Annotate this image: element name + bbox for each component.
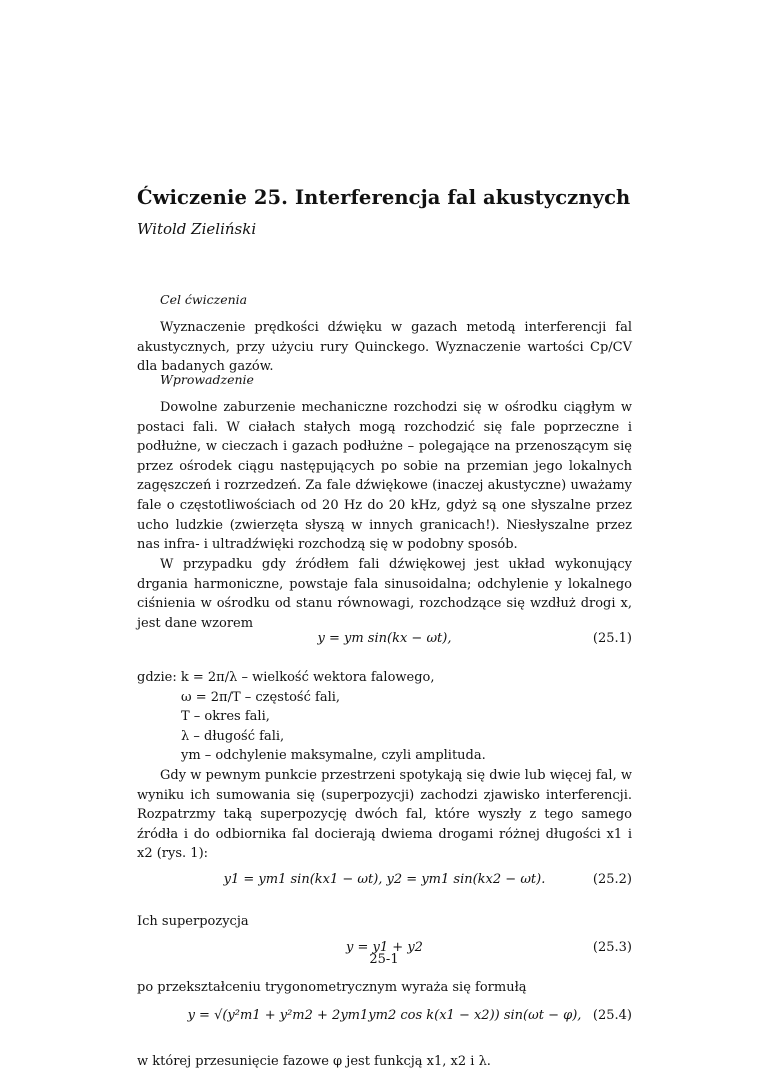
equation-formula: y1 = ym1 sin(kx1 − ωt), y2 = ym1 sin(kx2 − ωt).: [223, 872, 546, 887]
definitions-list: [137, 668, 632, 766]
definition-item: ω = 2π/T – częstość fali,: [181, 689, 341, 705]
paragraph-goal: Wyznaczenie prędkości dźwięku w gazach metodą interferencji fal akustycznych, przy użyciu rury Quinckego. Wyznaczenie wartości Cp/CV dla badanych gazów.: [137, 320, 632, 375]
equation-25-1: [137, 631, 632, 651]
superposition-intro: Ich superpozycja: [137, 914, 249, 929]
phase-note: w której przesunięcie fazowe φ jest funkcją x1, x2 i λ.: [137, 1054, 491, 1069]
equation-number: (25.4): [592, 1008, 632, 1023]
equation-number: (25.3): [592, 940, 632, 955]
paragraph-intro-3: Gdy w pewnym punkcie przestrzeni spotykają się dwie lub więcej fal, w wyniku ich sumowania się (superpozycji) zachodzi zjawisko interferencji. Rozpatrzmy taką superpozycję dwóch fal, które wyszły z tego samego źródła i do odbiornika fal docierają dwiema drogami różnej długości x1 i x2 (rys. 1):: [137, 768, 632, 862]
equation-formula: y = y1 + y2: [346, 940, 423, 955]
equation-formula: y = ym sin(kx − ωt),: [317, 631, 452, 646]
equation-number: (25.2): [592, 872, 632, 887]
definition-item: ym – odchylenie maksymalne, czyli amplituda.: [181, 748, 486, 764]
page-title: Ćwiczenie 25. Interferencja fal akustycznych: [137, 186, 631, 209]
equation-25-2: [137, 872, 632, 892]
author-name: Witold Zieliński: [137, 220, 257, 238]
equation-number: (25.1): [592, 631, 632, 646]
equation-formula: y = √(y²m1 + y²m2 + 2ym1ym2 cos k(x1 − x2)) sin(ωt − φ),: [187, 1008, 582, 1023]
page-number: 25-1: [369, 952, 399, 967]
paragraph-intro-2: W przypadku gdy źródłem fali dźwiękowej jest układ wykonujący drgania harmoniczne, powstaje fala sinusoidalna; odchylenie y lokalnego ciśnienia w ośrodku od stanu równowagi, rozchodzące się wzdłuż drogi x, jest dane wzorem: [137, 557, 632, 631]
transform-intro: po przekształceniu trygonometrycznym wyraża się formułą: [137, 980, 527, 995]
definition-item: λ – długość fali,: [181, 728, 285, 744]
section-heading-goal: Cel ćwiczenia: [160, 292, 248, 307]
section-heading-intro: Wprowadzenie: [160, 372, 254, 387]
equation-25-3: [137, 940, 632, 960]
paragraph-intro-1: Dowolne zaburzenie mechaniczne rozchodzi się w ośrodku ciągłym w postaci fali. W ciałach stałych mogą rozchodzić się fale poprzeczne i podłużne, w cieczach i gazach podłużne – polegające na przenoszącym się przez ośrodek ciągu następujących po sobie na przemian jego lokalnych zagęszczeń i rozrzedzeń. Za fale dźwiękowe (inaczej akustyczne) uważamy fale o częstotliwościach od 20 Hz do 20 kHz, gdyż są one słyszalne przez ucho ludzkie (zwierzęta słyszą w innych granicach!). Niesłyszalne przez nas infra- i ultradźwięki rozchodzą się w podobny sposób.: [137, 400, 632, 553]
equation-25-4: [137, 1008, 632, 1028]
definition-item: T – okres fali,: [181, 709, 270, 725]
definition-item: gdzie: k = 2π/λ – wielkość wektora falowego,: [137, 670, 435, 685]
